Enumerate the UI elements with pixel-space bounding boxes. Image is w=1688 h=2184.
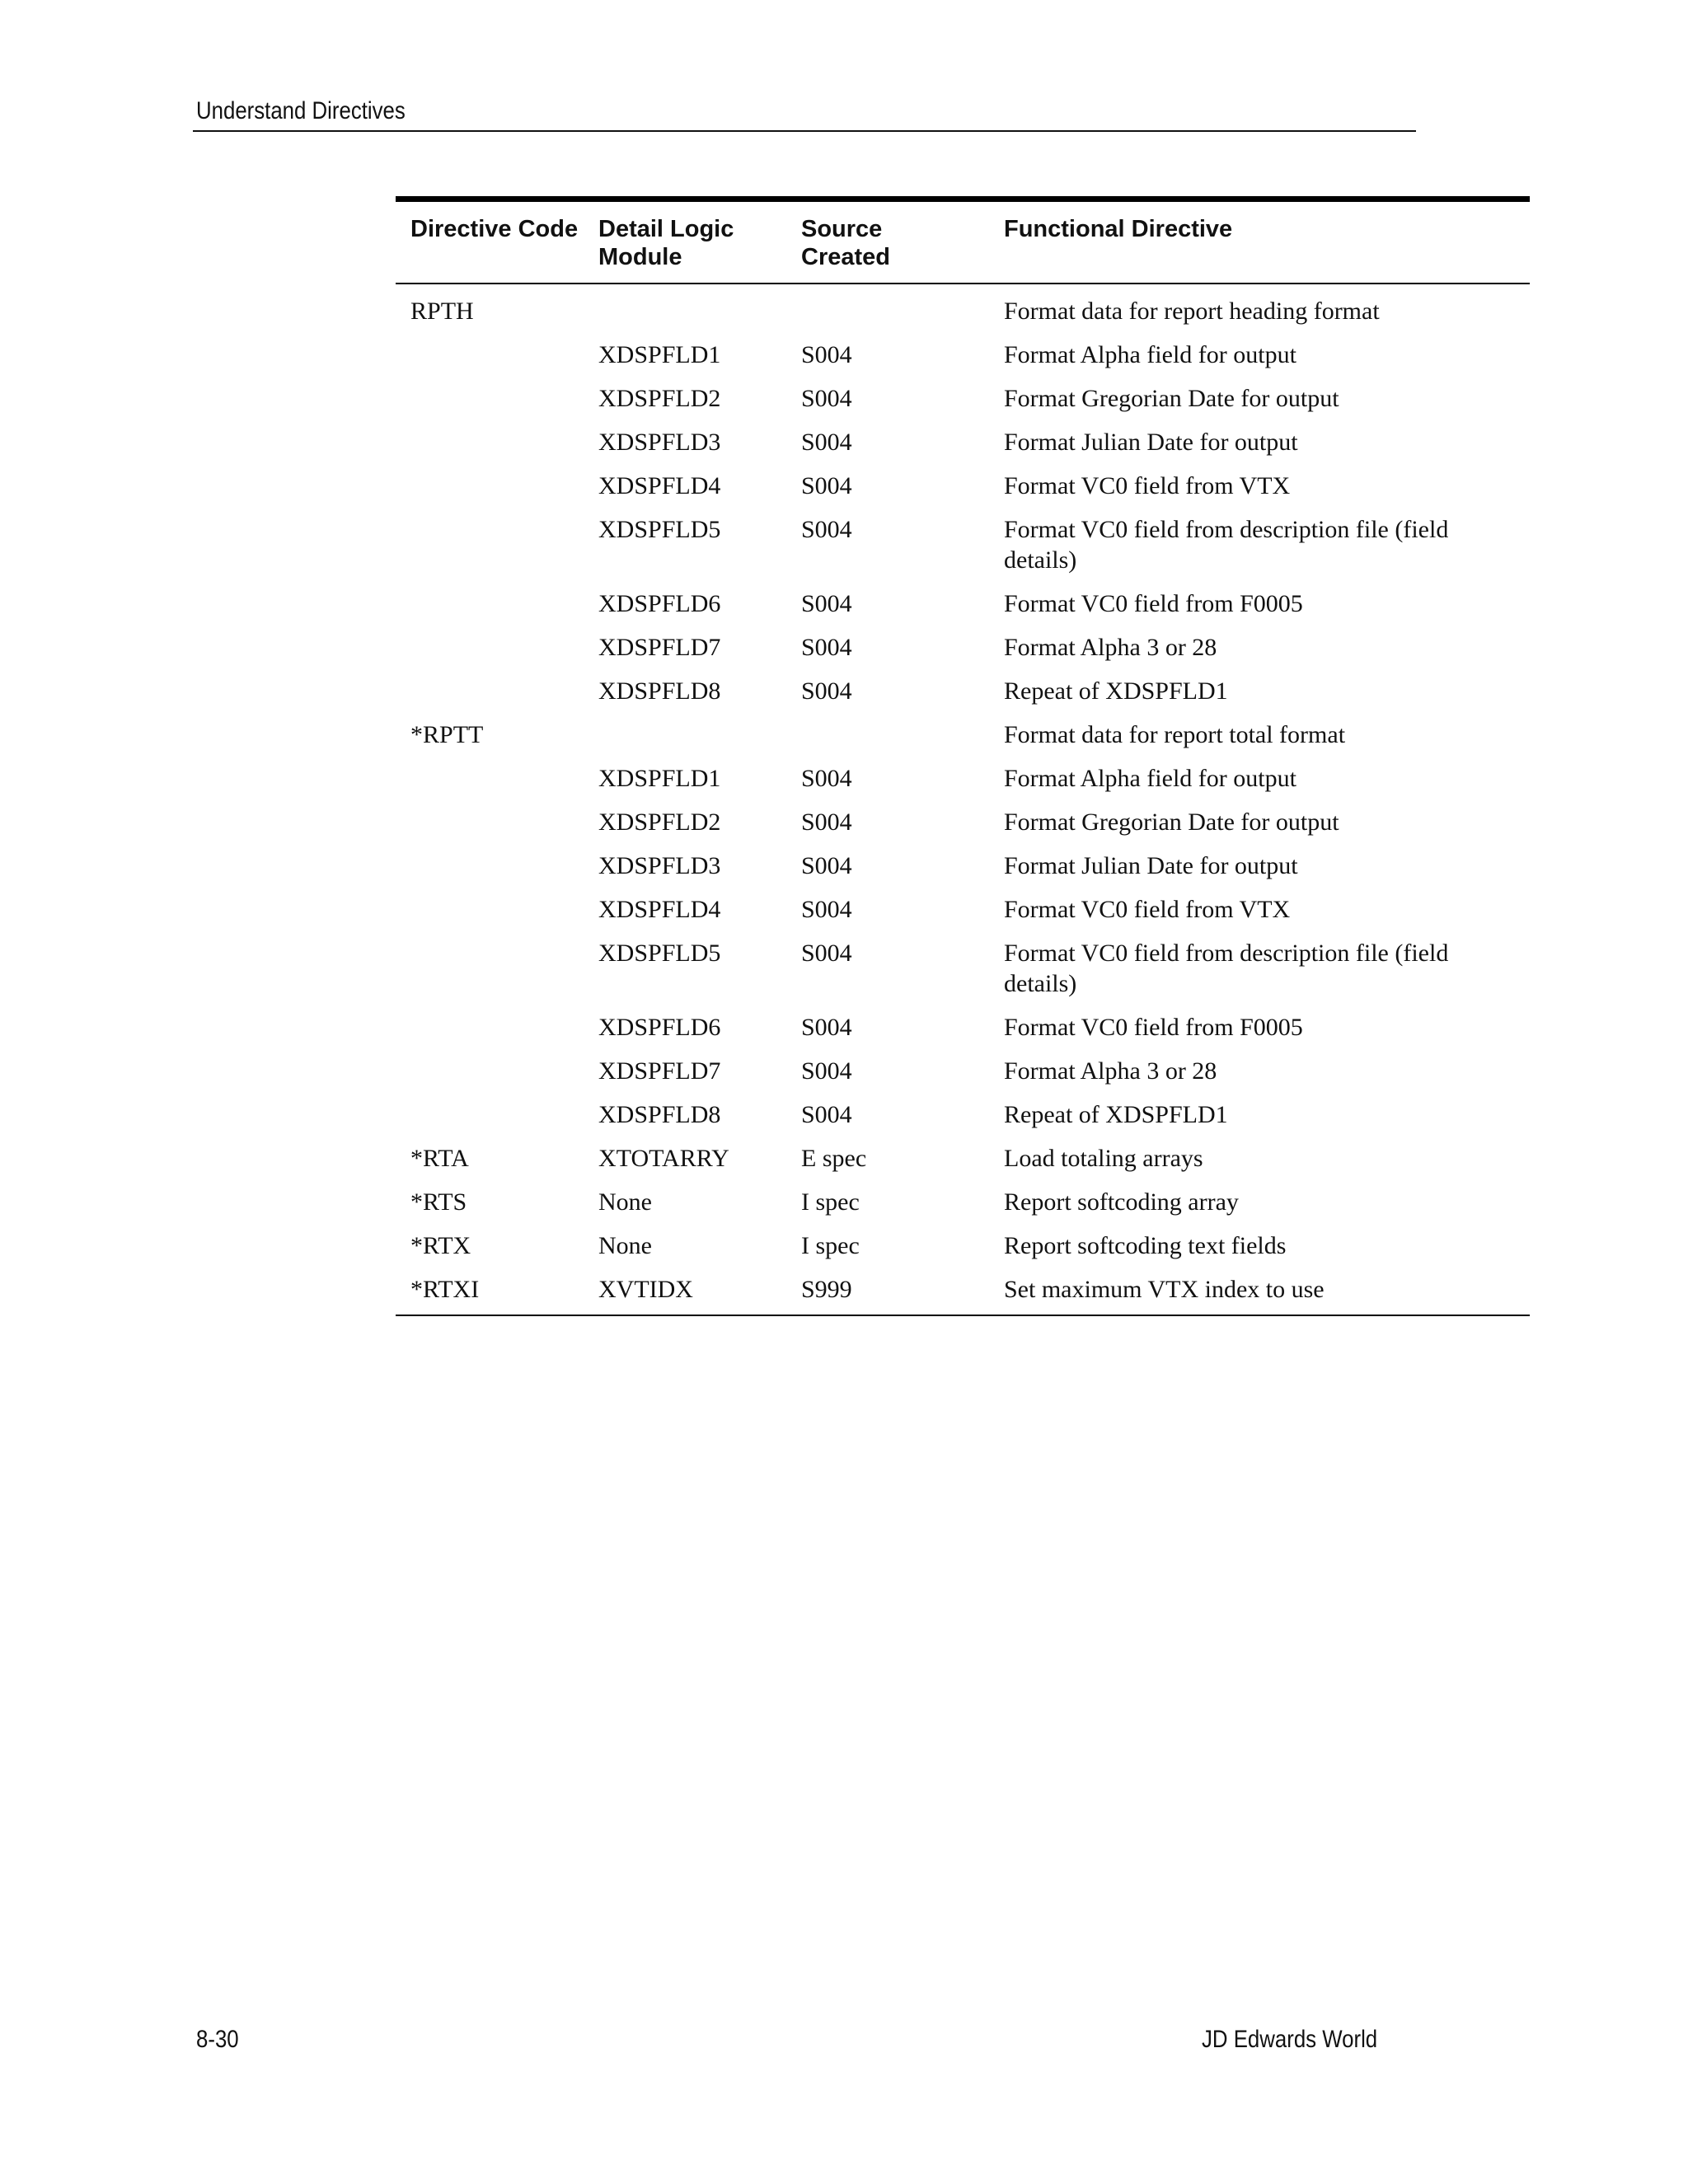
source-created-cell: S004 (801, 1057, 852, 1085)
directive-code-cell: *RTA (410, 1145, 469, 1172)
table-body (396, 284, 1530, 1315)
table-row (396, 514, 1530, 575)
source-created-cell: S004 (801, 765, 852, 792)
directive-code-cell (396, 763, 598, 794)
table-row (396, 763, 1530, 794)
detail-logic-module-cell: XVTIDX (598, 1276, 693, 1303)
directive-code-cell: *RTX (410, 1232, 471, 1259)
source-created-cell: S004 (801, 1014, 852, 1041)
detail-logic-module-cell: XDSPFLD6 (598, 1014, 721, 1041)
column-header-source-created: Source Created (801, 216, 890, 270)
functional-directive-cell: Format VC0 field from VTX (1004, 472, 1291, 499)
source-created-cell: S004 (801, 896, 852, 923)
table-row-group (396, 1187, 1530, 1217)
detail-logic-module-cell: XDSPFLD2 (598, 385, 721, 412)
table-row-group (396, 1230, 1530, 1261)
functional-directive-cell: Format Gregorian Date for output (1004, 808, 1339, 836)
detail-logic-module-cell: XDSPFLD3 (598, 429, 721, 456)
functional-directive-cell: Report softcoding array (1004, 1188, 1239, 1216)
source-created-cell: S004 (801, 1101, 852, 1128)
functional-directive-cell: Format VC0 field from description file (field details) (1004, 940, 1449, 997)
directive-code-cell (396, 938, 598, 999)
running-header: Understand Directives (196, 97, 406, 124)
page-number: 8-30 (196, 2026, 239, 2053)
functional-directive-cell: Format Alpha field for output (1004, 341, 1296, 368)
detail-logic-module-cell: XDSPFLD8 (598, 677, 721, 705)
table-header-row (396, 202, 1530, 284)
directive-code-cell (396, 588, 598, 619)
table-row-group (396, 1274, 1530, 1305)
table-row (396, 1012, 1530, 1043)
source-created-cell (801, 719, 1004, 750)
footer-product-name: JD Edwards World (1202, 2026, 1378, 2053)
functional-directive-cell: Format data for report heading format (1004, 298, 1380, 325)
functional-directive-cell: Load totaling arrays (1004, 1145, 1203, 1172)
table-row (396, 938, 1530, 999)
functional-directive-cell: Format Julian Date for output (1004, 852, 1298, 879)
table-row (396, 340, 1530, 370)
source-created-cell: S004 (801, 940, 852, 967)
directive-code-cell (396, 383, 598, 414)
directive-code-cell (396, 471, 598, 501)
detail-logic-module-cell: XDSPFLD8 (598, 1101, 721, 1128)
source-created-cell: S004 (801, 341, 852, 368)
table-row (396, 894, 1530, 925)
functional-directive-cell: Report softcoding text fields (1004, 1232, 1287, 1259)
table-row (396, 383, 1530, 414)
detail-logic-module-cell: None (598, 1232, 652, 1259)
source-created-cell: S004 (801, 429, 852, 456)
column-header-functional-directive: Functional Directive (1004, 216, 1233, 242)
table-row (396, 1274, 1530, 1305)
table-row (396, 1187, 1530, 1217)
functional-directive-cell: Format Alpha 3 or 28 (1004, 634, 1217, 661)
detail-logic-module-cell: XDSPFLD3 (598, 852, 721, 879)
functional-directive-cell: Format VC0 field from F0005 (1004, 1014, 1303, 1041)
table-row (396, 296, 1530, 326)
functional-directive-cell: Format Gregorian Date for output (1004, 385, 1339, 412)
source-created-cell: S004 (801, 852, 852, 879)
functional-directive-cell: Format Julian Date for output (1004, 429, 1298, 456)
table-row-group (396, 1143, 1530, 1174)
directive-code-cell (396, 427, 598, 457)
detail-logic-module-cell: XDSPFLD1 (598, 765, 721, 792)
table-row (396, 1230, 1530, 1261)
table-row-group (396, 296, 1530, 706)
source-created-cell: S004 (801, 472, 852, 499)
functional-directive-cell: Format VC0 field from F0005 (1004, 590, 1303, 617)
detail-logic-module-cell: XDSPFLD7 (598, 634, 721, 661)
directive-code-cell: *RTS (410, 1188, 467, 1216)
directive-code-cell (396, 676, 598, 706)
functional-directive-cell: Set maximum VTX index to use (1004, 1276, 1325, 1303)
directive-code-cell (396, 632, 598, 663)
table-row-group (396, 719, 1530, 1130)
detail-logic-module-cell: XDSPFLD5 (598, 940, 721, 967)
source-created-cell (801, 296, 1004, 326)
directive-code-cell (396, 1056, 598, 1086)
table-row (396, 676, 1530, 706)
table-row (396, 1143, 1530, 1174)
functional-directive-cell: Format Alpha field for output (1004, 765, 1296, 792)
source-created-cell: E spec (801, 1145, 867, 1172)
functional-directive-cell: Repeat of XDSPFLD1 (1004, 677, 1228, 705)
directive-code-cell (396, 1099, 598, 1130)
functional-directive-cell: Format Alpha 3 or 28 (1004, 1057, 1217, 1085)
table-row (396, 719, 1530, 750)
detail-logic-module-cell: XDSPFLD7 (598, 1057, 721, 1085)
source-created-cell: S004 (801, 634, 852, 661)
source-created-cell: S004 (801, 677, 852, 705)
directive-code-cell (396, 1012, 598, 1043)
table-row (396, 427, 1530, 457)
functional-directive-cell: Repeat of XDSPFLD1 (1004, 1101, 1228, 1128)
directive-code-cell (396, 514, 598, 575)
source-created-cell: I spec (801, 1188, 860, 1216)
directive-code-cell: RPTH (410, 298, 474, 325)
source-created-cell: S004 (801, 385, 852, 412)
source-created-cell: S999 (801, 1276, 852, 1303)
header-rule (193, 130, 1416, 132)
detail-logic-module-cell: XTOTARRY (598, 1145, 729, 1172)
directive-code-cell: *RPTT (410, 721, 484, 748)
table-row (396, 588, 1530, 619)
source-created-cell: S004 (801, 808, 852, 836)
detail-logic-module-cell: XDSPFLD1 (598, 341, 721, 368)
directive-code-cell (396, 807, 598, 837)
detail-logic-module-cell: XDSPFLD2 (598, 808, 721, 836)
functional-directive-cell: Format VC0 field from VTX (1004, 896, 1291, 923)
column-header-directive-code: Directive Code (410, 216, 579, 242)
directive-code-cell: *RTXI (410, 1276, 480, 1303)
source-created-cell: S004 (801, 516, 852, 543)
functional-directive-cell: Format VC0 field from description file (field details) (1004, 516, 1449, 574)
table-row (396, 851, 1530, 881)
directive-code-cell (396, 340, 598, 370)
table-row (396, 1099, 1530, 1130)
detail-logic-module-cell: XDSPFLD4 (598, 472, 721, 499)
source-created-cell: I spec (801, 1232, 860, 1259)
source-created-cell: S004 (801, 590, 852, 617)
detail-logic-module-cell (598, 296, 801, 326)
detail-logic-module-cell: XDSPFLD4 (598, 896, 721, 923)
table-row (396, 632, 1530, 663)
detail-logic-module-cell: None (598, 1188, 652, 1216)
directives-table (396, 196, 1530, 1316)
table-row (396, 471, 1530, 501)
detail-logic-module-cell: XDSPFLD6 (598, 590, 721, 617)
functional-directive-cell: Format data for report total format (1004, 721, 1346, 748)
detail-logic-module-cell: XDSPFLD5 (598, 516, 721, 543)
column-header-detail-logic-module: Detail Logic Module (598, 216, 734, 270)
detail-logic-module-cell (598, 719, 801, 750)
table-row (396, 1056, 1530, 1086)
directive-code-cell (396, 851, 598, 881)
directive-code-cell (396, 894, 598, 925)
table-row (396, 807, 1530, 837)
